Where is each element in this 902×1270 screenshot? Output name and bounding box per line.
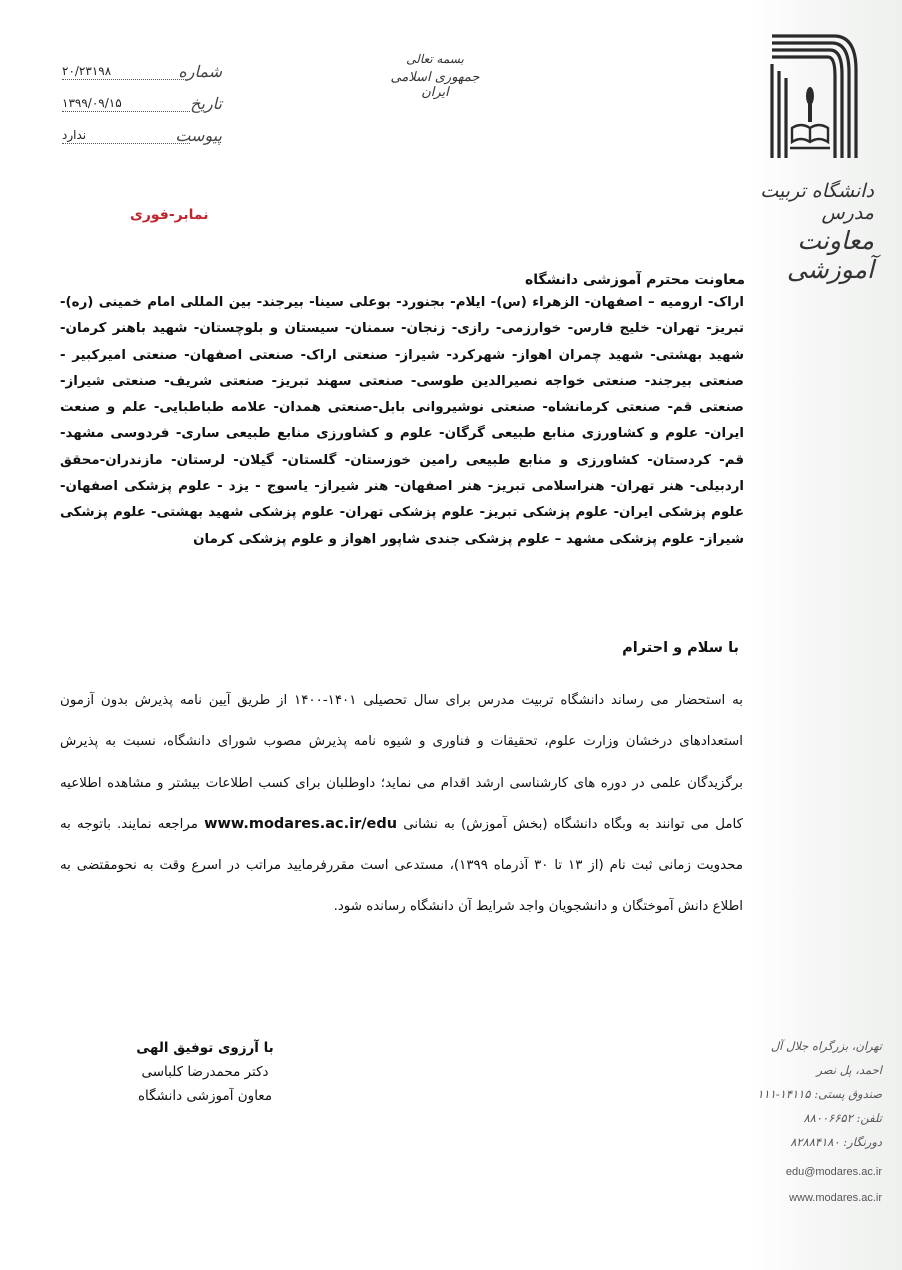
signer-name: دکتر محمدرضا کلباسی bbox=[141, 1064, 269, 1080]
signature-closing: با آرزوی توفیق الهی bbox=[136, 1040, 274, 1056]
attachment-row bbox=[62, 126, 222, 158]
letter-meta bbox=[62, 62, 222, 158]
date-value: ۱۳۹۹/۰۹/۱۵ bbox=[62, 96, 190, 112]
body-part-2: مراجعه نمایند. باتوجه به محدویت زمانی ثبت نام (از ۱۳ تا ۳۰ آذرماه ۱۳۹۹)، مستدعی است مقررفرمایید مراتب در اسرع وقت به نحومقتضی به اطلاع دانش آموختگان و دانشجویان واجد شرایط آن دانشگاه رسانده شود. bbox=[60, 816, 743, 915]
university-logo bbox=[764, 30, 862, 160]
department-name: معاونت آموزشی bbox=[786, 226, 874, 284]
recipient-title: معاونت محترم آموزشی دانشگاه bbox=[524, 272, 745, 288]
contact-fax: دورنگار: ۸۲۸۸۴۱۸۰ bbox=[790, 1135, 882, 1149]
fax-urgent-stamp: نمابر-فوری bbox=[130, 207, 209, 223]
contact-address: تهران، بزرگراه جلال آل احمد، پل نصر bbox=[770, 1039, 882, 1077]
number-label: شماره bbox=[178, 62, 222, 81]
recipient-universities-list: اراک- ارومیه – اصفهان- الزهراء (س)- ایلام- بجنورد- بوعلی سینا- بیرجند- بین المللی امام خمینی (ره)- تبریز- تهران- خلیج فارس- خوارزمی- رازی- زنجان- سمنان- سیستان و بلوچستان- شهید باهنر کرمان- شهید بهشتی- شهید چمران اهواز- شهرکرد- شیراز- صنعتی اراک- صنعتی اصفهان- صنعتی امیرکبیر - صنعتی بیرجند- صنعتی خواجه نصیرالدین طوسی- صنعتی سهند تبریز- صنعتی شریف- صنعتی شیراز- صنعتی قم- صنعتی کرمانشاه- صنعتی نوشیروانی بابل-صنعتی همدان- علامه طباطبایی- علم و صنعت ایران- علوم و کشاورزی منابع طبیعی گرگان- علوم و کشاورزی منابع طبیعی ساری- فردوسی مشهد- قم- کردستان- کشاورزی و منابع طبیعی رامین خوزستان- گلستان- گیلان- لرستان- مازندران-محقق اردبیلی- هنر تهران- هنراسلامی تبریز- هنر اصفهان- هنر شیراز- یاسوج - یزد - علوم پزشکی اصفهان- علوم پزشکی ایران- علوم پزشکی تبریز- علوم پزشکی تهران- علوم پزشکی شهید بهشتی- علوم پزشکی شیراز- علوم پزشکی مشهد – علوم پزشکی جندی شاپور اهواز و علوم پزشکی کرمان bbox=[60, 295, 744, 547]
letterhead-university-name bbox=[744, 180, 874, 284]
number-row bbox=[62, 62, 222, 94]
date-row bbox=[62, 94, 222, 126]
letterhead-center bbox=[390, 52, 480, 100]
university-name: دانشگاه تربیت مدرس bbox=[760, 180, 874, 224]
bismillah-text: بسمه تعالی bbox=[406, 52, 464, 66]
body-part-1: به استحضار می رساند دانشگاه تربیت مدرس برای سال تحصیلی ۱۴۰۱-۱۴۰۰ از طریق آیین نامه پذیرش بدون آزمون استعدادهای درخشان وزارت علوم، تحقیقات و فناوری و شیوه نامه پذیرش مصوب شورای دانشگاه، نسبت به پذیرش برگزیدگان علمی در دوره های کارشناسی ارشد اقدام می نماید؛ داوطلبان برای کسب اطلاعات بیشتر و مشاهده اطلاعیه کامل می توانند به وبگاه دانشگاه (بخش آموزش) به نشانی bbox=[60, 693, 743, 832]
contact-phone: تلفن: ۸۸۰۰۶۶۵۲ bbox=[803, 1111, 882, 1125]
attachment-label: پیوست bbox=[175, 126, 222, 145]
contact-po-box: صندوق پستی: ۱۴۱۱۵-۱۱۱ bbox=[757, 1087, 882, 1101]
date-label: تاریخ bbox=[190, 94, 222, 113]
attachment-value: ندارد bbox=[62, 128, 190, 144]
greeting: با سلام و احترام bbox=[622, 640, 739, 656]
contact-info bbox=[750, 1034, 882, 1211]
letter-body bbox=[60, 680, 743, 928]
signature-block bbox=[120, 1036, 290, 1108]
edu-website-link[interactable]: www.modares.ac.ir/edu bbox=[204, 815, 398, 832]
signer-position: معاون آموزشی دانشگاه bbox=[137, 1088, 273, 1104]
republic-text: جمهوری اسلامی ایران bbox=[390, 70, 480, 100]
contact-website[interactable]: www.modares.ac.ir bbox=[789, 1192, 882, 1204]
number-value: ۲۰/۲۳۱۹۸ bbox=[62, 64, 190, 80]
contact-email[interactable]: edu@modares.ac.ir bbox=[785, 1166, 882, 1178]
